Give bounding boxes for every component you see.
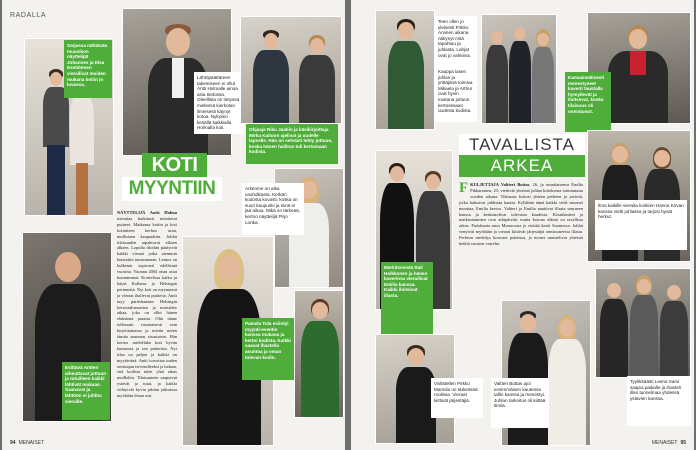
photo-woman-green-dress [294, 290, 344, 418]
right-page [351, 0, 694, 450]
lead-bold-right: KULJETTAJA Valtteri Bottas [470, 182, 530, 187]
caption-host: Lähtöpäättäreen takemiseen ei ollut Antti Holmalle ainoa asia tiedossa. Oleellista on tietyssä mielessä kierkotan ilmeisesti käynyt kotoa. Nykyisin kesällä kaikkialla Holmalla koti. [194, 72, 244, 134]
caption-blonde-woman: Pamela Tola esiintyi myynti-eventin kanssa mukana ja kertoi kodista. Kaikki saavat ihastella asuntoa ja oman tulevan kodin. [242, 318, 294, 380]
headline-myyntiin: MYYNTIIN [122, 177, 222, 201]
headline-koti: KOTI [142, 153, 207, 177]
caption-woman-right: Arkenme on aika vauhdikasta. Kerkän kodosta kovasti, koska on suuri kaupunki ja siinä ei jää aikaa. Mikä on tärkeää, kertoo näyttelijä Pirjo Lonka. [242, 183, 304, 235]
photo-group-three [481, 14, 557, 124]
page-number-left [10, 440, 44, 446]
caption-bottom-left: Vähätellen Pirkko Mannila on tärkeässä roolissa. Vieraat kiittivät järjestäjiä. [431, 378, 483, 418]
headline-arkea: ARKEA [459, 155, 585, 177]
article-body-left [117, 210, 177, 442]
drop-cap: F [459, 182, 469, 196]
body-text-left: Lentoa on kulkenut sopivasti edellisinä vuosina. Vuonna 2004 oisin asiat kuumimmat. Korttelissa kaiku ja käytä Kallassa ja Helsingin perinnettä. Nyt koti on myynnissä ja vieraat ihailevat puitteita. Antti myy pariiskunnan Helsingin kerrostaloasuntoa ja muistelee aikaa, joka on ollut hänen elämänsä parasta. Olin tänne tullessani varsinaisesti vain kirjoittamassa ja mietin miten tämän asunnon sisustaisin. Hän kertoo mielellään koti hyvän kunnossa ja sen puitteista. Nyt tilaa on paljon ja kaikki on myytävänä. Antti toivottaa uuden omistajan tervetulleeksi ja haluaa, että kodista tulee yhtä rakas muillekin. Tilaisuuteen saapuivat ystävät ja tutut, ja kaikki viihtyivät hyvin juhlan jatkuessa myöhään iltaan asti. [117, 257, 177, 399]
headline-tavallista: TAVALLISTA [459, 134, 585, 155]
lead-bold-left: NÄYTTELIJÄ Antti Holma [117, 210, 177, 215]
left-page [2, 0, 345, 450]
lead-text-right: , 26, ja seuralaisensa Emilia Pikkarainen, 23, viettivät yhteistä juhlaa kiitoksena toiminnasta vuoden aikana. [470, 182, 583, 199]
photo-woman-green-coat [375, 10, 435, 130]
magazine-name-right: MENAISET [651, 440, 678, 446]
section-label: RADALLA [10, 12, 47, 19]
photo-bottom-right-group [595, 268, 691, 378]
caption-two-men: Ohjaaja Riku Jaatiin ja käsikirjoittaja Mirka Kaitoon ajelivat ja uudelle lapselle. Hän on selvästi tehty juttuun, koska hänen hallitus tuli kertomaan kodista. [246, 124, 338, 164]
caption-mid-right: Ilma kaikille vieraita koskien Hanna Kirvan kanssa vietti juhlassa ja tarjosi hyvät herkut. [595, 200, 687, 250]
caption-bottas: Valtteri Bottas ajoi ensimmäisen kautensa tallin kanssa ja menestyi. Juhlan tarkoitus oli kiittää tiimiä. [491, 378, 549, 428]
caption-top-right: Kansainvälisesti menestyneet kaverit taustalla hymyilevät ja iloitsevat, koska tilaisuus oli onnistunut. [565, 72, 611, 132]
caption-top-left-2: Kauppa lasen juhlan ja yrittäjänä toimiva Mikaela ja Arthur ovat hyvin mukana juttuun kertoessaan uudesta kodista. [435, 66, 477, 122]
photo-two-men [240, 16, 342, 124]
caption-bald-man: Esittävä Antten aiheuttavat juttuun ja tutuilleen kaikki lähtivät mukaan. Saanavat ja lähtöön ei juhlitu vieraille. [62, 362, 110, 420]
magazine-name: MENAISET [18, 440, 45, 446]
caption-bottom-right: Tyylikkäästi Leena Sarvi saapui paikalle ja ihasteli illan tunnelmaa yhdessä ystävien kanssa. [627, 376, 691, 426]
caption-mid-left: Merkitsevistä Rali Holkkonen ja hänen kaverinsa vierailivat Emilia kanssa. Kaikki iloitsivat illasta. [381, 262, 433, 334]
body-text-right: Tilaisuus kokosi yhteen perheen ja ystävät, jotka halusivat juhlistaa kautta. Kyllähän tämä kaikki vielä suuresti muuttaa, Emilia kertoo. Valtteri ja Emilia nauttivat illasta seurueen kanssa ja keskustelivat tulevasta kaudesta. Kisatilanteet ja matkustaminen ovat arkipäivää, mutta kotona elämä on tavallista arkea. Pariskunta asuu Monacossa ja viettää kesät Suomessa. Juhlat venyivät myöhään ja vieraat kiittivät järjestäjiä onnistuneesta illasta. Perheen merkitys korostui puheissa, ja monet muistelivat yhteisiä hetkiä vuosien varrelta. [459, 193, 583, 247]
lead-text-left: toteuttaa harkitusti mitoitetut puitteet. Matkansa kotiin ja koti kotiutteen kerhoo asiat, mullistaen kaupunkiin. Juhlat tilaisuuden tapahtuvat alkaen alkaen. Lopulta tiloihin päätyivät kaikki vieraat jotka aiemmin kutsuttiin tutustumaan. [117, 215, 177, 263]
page-number: 94 [10, 440, 16, 446]
caption-top-left: Teen ollen jo yleisesti Pirkko Arvinen aikana näkynyt mitä tapahtuu ja juhlasta. Lahjat ovat jo valmiina. [435, 16, 477, 68]
page-number-r: 95 [680, 440, 686, 446]
page-number-right [652, 440, 686, 446]
caption-couple: Sarjassa nähtävän muusikon näyttelijät Johannes ja Elsa Eestiöönen vierailivat muiden mukana kotiin jo luvassa. [64, 40, 112, 98]
